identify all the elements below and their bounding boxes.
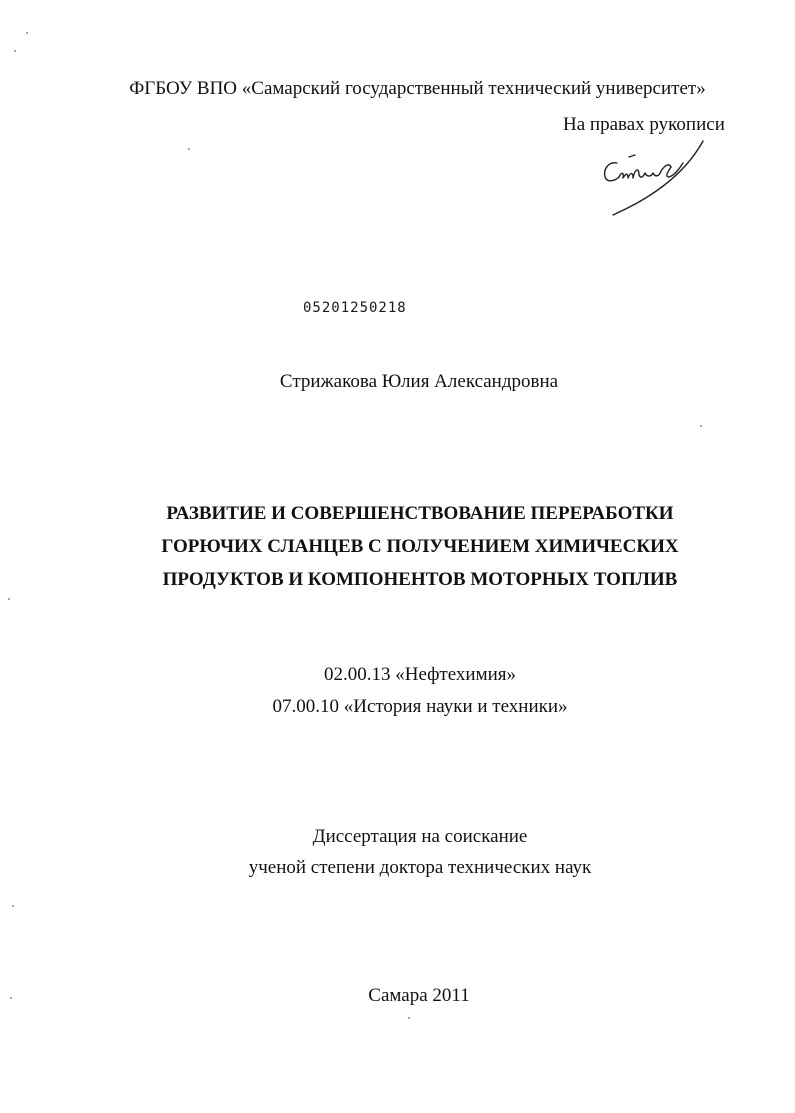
degree-line: Диссертация на соискание [312, 826, 528, 847]
scan-speck [26, 32, 28, 34]
manuscript-note: На правах рукописи [563, 114, 725, 135]
scan-speck [700, 425, 702, 427]
degree-line: ученой степени доктора технических наук [248, 857, 592, 878]
specialty-code: 02.00.13 «Нефтехимия» [323, 664, 517, 685]
organization-header: ФГБОУ ВПО «Самарский государственный технический университет» [129, 78, 706, 99]
signature-icon [595, 133, 705, 223]
scan-speck [12, 905, 14, 907]
scan-speck [188, 148, 190, 150]
title-line: ГОРЮЧИХ СЛАНЦЕВ С ПОЛУЧЕНИЕМ ХИМИЧЕСКИХ [161, 536, 679, 557]
catalog-number: 05201250218 [303, 300, 407, 316]
title-line: РАЗВИТИЕ И СОВЕРШЕНСТВОВАНИЕ ПЕРЕРАБОТКИ [166, 503, 674, 524]
dissertation-title [0, 497, 795, 596]
author-name: Стрижакова Юлия Александровна [279, 371, 559, 392]
specialty-code: 07.00.10 «История науки и техники» [272, 696, 568, 717]
scan-speck [8, 598, 10, 600]
scan-speck [408, 1017, 410, 1019]
scan-speck [10, 997, 12, 999]
city-year: Самара 2011 [368, 985, 470, 1006]
title-line: ПРОДУКТОВ И КОМПОНЕНТОВ МОТОРНЫХ ТОПЛИВ [162, 569, 678, 590]
scan-speck [14, 50, 16, 52]
